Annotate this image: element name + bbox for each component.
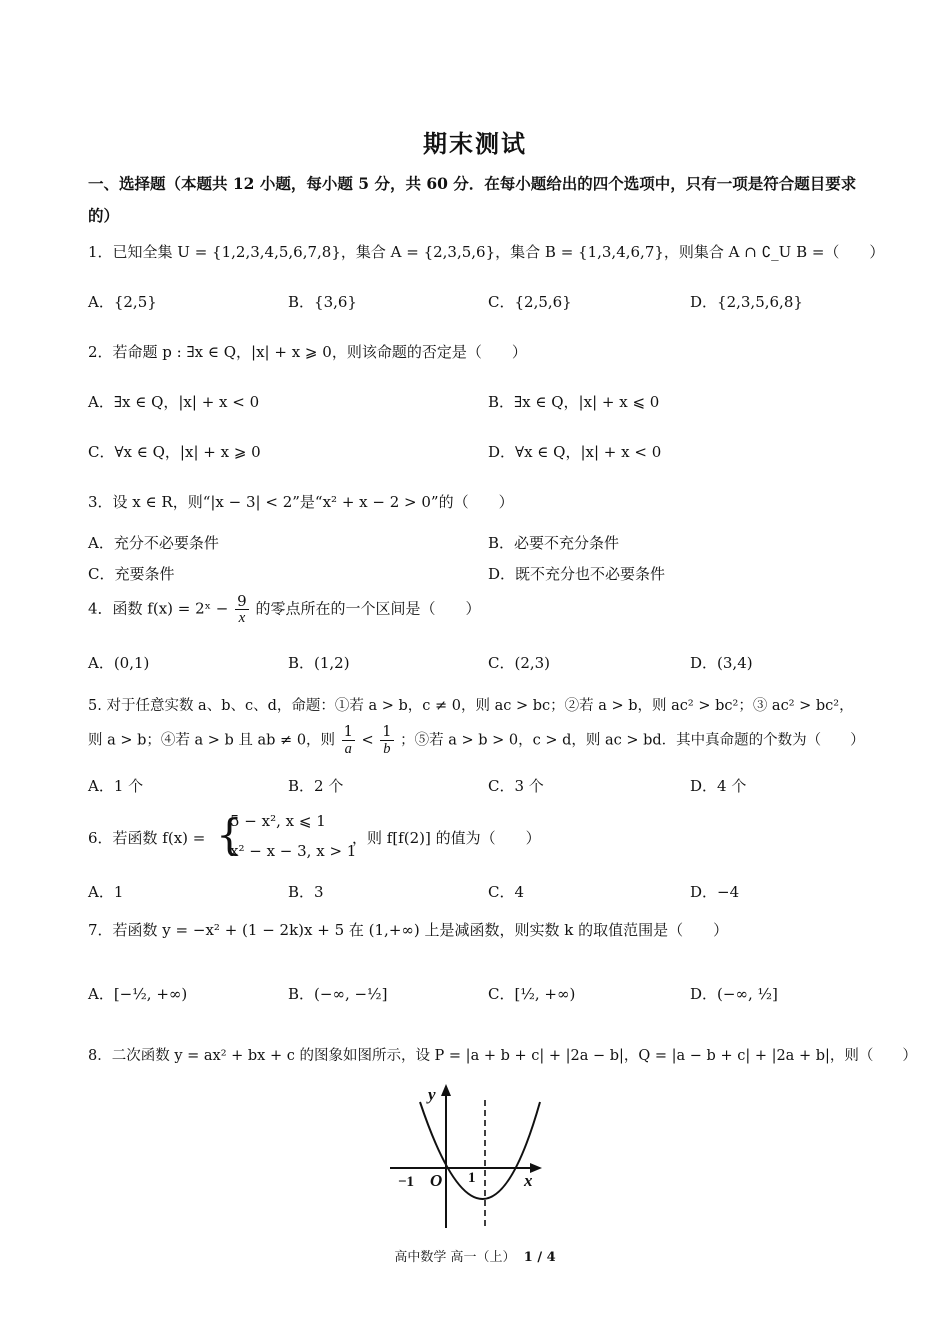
question-7-option-d: D．(−∞, ½]: [690, 985, 778, 1003]
question-1-option-a: A．{2,5}: [88, 293, 157, 311]
question-5-stem-line2: 则 a > b；④若 a > b 且 ab ≠ 0，则 $\frac{1}{a}$ < $\frac{1}{b}$ ；⑤若 a > b > 0，c > d，则 ac > bd．其中真命题的个数为（ ）: [88, 724, 865, 757]
question-6-case-1: 5 − x², x ⩽ 1: [230, 812, 326, 830]
question-4-option-b: B．(1,2): [288, 654, 350, 672]
question-5-stem-line2-post: ；⑤若 a > b > 0，c > d，则 ac > bd．其中真命题的个数为（ ）: [400, 732, 865, 749]
question-7-option-b: B．(−∞, −½]: [288, 985, 388, 1003]
question-5-option-b: B．2 个: [288, 777, 344, 795]
question-6-option-a: A．1: [88, 883, 124, 901]
y-axis-label: y: [428, 1085, 436, 1104]
section-header: 一、选择题（本题共 12 小题，每小题 5 分，共 60 分．在每小题给出的四个选项中，只有一项是符合题目要求的）: [88, 174, 857, 225]
question-4-stem: [88, 593, 481, 626]
tick-label-1: 1: [468, 1170, 476, 1186]
question-5-option-d: D．4 个: [690, 777, 747, 795]
question-4-stem-post: 的零点所在的一个区间是（ ）: [255, 599, 481, 618]
question-5-fraction-a: $\frac{1}{a}$: [343, 724, 353, 757]
question-1-stem: 1．已知全集 U = {1,2,3,4,5,6,7,8}，集合 A = {2,3,5,6}，集合 B = {1,3,4,6,7}，则集合 A ∩ ∁_U B =（ ）: [88, 243, 885, 261]
question-6-stem-pre: 6．若函数 f(x) =: [88, 829, 206, 847]
question-6-stem-post: ，则 f[f(2)] 的值为（ ）: [352, 829, 541, 847]
page-number: 1 / 4: [523, 1250, 556, 1265]
x-axis-label: x: [524, 1171, 533, 1190]
question-4-option-d: D．(3,4): [690, 654, 753, 672]
question-1-option-b: B．{3,6}: [288, 293, 357, 311]
question-7-option-c: C．[½, +∞): [488, 985, 576, 1003]
question-4-fraction: [235, 593, 249, 626]
page-title: 期末测试: [423, 129, 527, 158]
question-6-option-d: D．−4: [690, 883, 740, 901]
question-4-stem-pre: 4．函数 f(x) = 2ˣ −: [88, 599, 229, 618]
question-8-stem: 8．二次函数 y = ax² + bx + c 的图象如图所示，设 P = |a + b + c| + |2a − b|，Q = |a − b + c| + |2a + b|，则（ ）: [88, 1048, 917, 1064]
footer-text: 高中数学 高一（上）: [394, 1250, 516, 1265]
question-1-option-c: C．{2,5,6}: [488, 293, 572, 311]
question-2-stem: 2．若命题 p : ∃x ∈ Q，|x| + x ⩾ 0，则该命题的否定是（ ）: [88, 343, 527, 361]
question-5-stem-line2-pre: 则 a > b；④若 a > b 且 ab ≠ 0，则: [88, 732, 336, 749]
question-5-option-a: A．1 个: [88, 777, 144, 795]
question-4-fraction-num: 9: [237, 592, 247, 610]
y-axis-arrow: [441, 1084, 451, 1096]
question-5-fraction-b: $\frac{1}{b}$: [382, 724, 392, 757]
question-2-option-c: C．∀x ∈ Q，|x| + x ⩾ 0: [88, 443, 261, 461]
tick-label-neg1: −1: [398, 1174, 415, 1190]
question-3-stem: 3．设 x ∈ R，则“|x − 3| < 2”是“x² + x − 2 > 0”的（ ）: [88, 493, 514, 511]
question-5-option-c: C．3 个: [488, 777, 544, 795]
question-6-case-2: x² − x − 3, x > 1: [230, 842, 357, 860]
question-2-option-b: B．∃x ∈ Q，|x| + x ⩽ 0: [488, 393, 660, 411]
page-footer: [0, 1246, 950, 1265]
piecewise-brace: {: [216, 810, 243, 859]
question-6-option-c: C．4: [488, 883, 525, 901]
question-4-option-c: C．(2,3): [488, 654, 551, 672]
question-6-option-b: B．3: [288, 883, 324, 901]
question-3-option-d: D．既不充分也不必要条件: [488, 565, 666, 583]
question-2-option-d: D．∀x ∈ Q，|x| + x < 0: [488, 443, 662, 461]
question-7-stem: 7．若函数 y = −x² + (1 − 2k)x + 5 在 (1,+∞) 上是减函数，则实数 k 的取值范围是（ ）: [88, 921, 729, 939]
question-3-option-c: C．充要条件: [88, 565, 175, 583]
question-4-fraction-den: x: [238, 610, 246, 626]
origin-label: O: [430, 1171, 443, 1190]
question-3-option-b: B．必要不充分条件: [488, 534, 620, 552]
question-7-option-a: A．[−½, +∞): [88, 985, 188, 1003]
question-2-option-a: A．∃x ∈ Q，|x| + x < 0: [88, 393, 260, 411]
question-4-option-a: A．(0,1): [88, 654, 150, 672]
question-1-option-d: D．{2,3,5,6,8}: [690, 293, 803, 311]
parabola-graph: [384, 1078, 554, 1234]
question-3-option-a: A．充分不必要条件: [88, 534, 219, 552]
question-5-stem-line1: 5. 对于任意实数 a、b、c、d，命题：①若 a > b，c ≠ 0，则 ac > bc；②若 a > b，则 ac² > bc²；③ ac² > bc²，: [88, 698, 854, 714]
